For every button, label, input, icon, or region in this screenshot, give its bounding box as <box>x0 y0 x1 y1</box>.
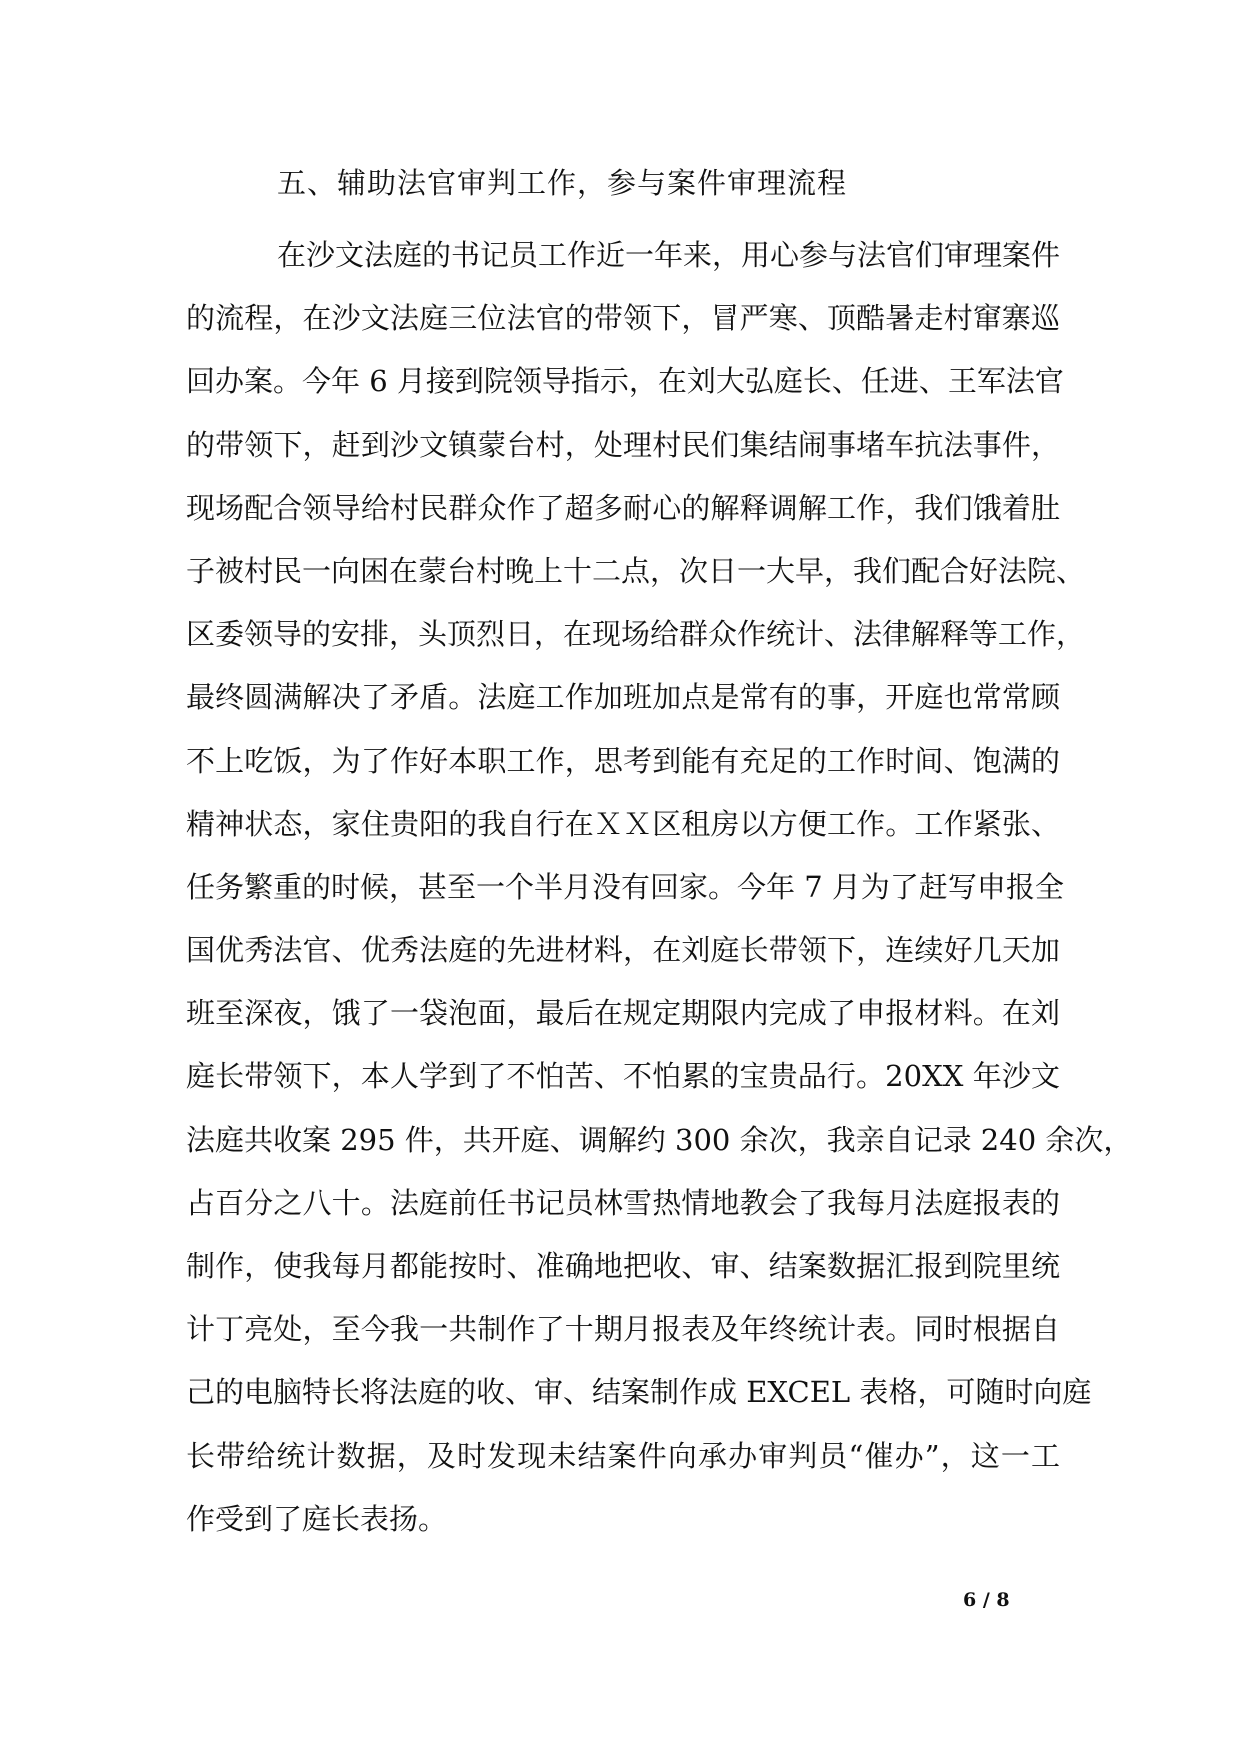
section-heading: 五、辅助法官审判工作，参与案件审理流程 <box>277 166 848 200</box>
text-line: 作受到了庭长表扬。 <box>186 1501 448 1536</box>
page-number: 6 / 8 <box>963 1589 1010 1611</box>
text-line: 制作，使我每月都能按时、准确地把收、审、结案数据汇报到院里统 <box>186 1249 1060 1283</box>
text-line: 不上吃饭，为了作好本职工作，思考到能有充足的工作时间、饱满的 <box>186 743 1060 778</box>
text-line: 精神状态，家住贵阳的我自行在ＸＸ区租房以方便工作。工作紧张、 <box>186 806 1060 841</box>
text-line: 长带给统计数据，及时发现未结案件向承办审判员“催办”，这一工 <box>186 1438 1060 1473</box>
body-paragraph <box>186 224 1133 1551</box>
text-line: 国优秀法官、优秀法庭的先进材料，在刘庭长带领下，连续好几天加 <box>186 933 1060 968</box>
text-line: 回办案。今年 6 月接到院领导指示，在刘大弘庭长、任进、王军法官 <box>186 364 1064 399</box>
text-line: 现场配合领导给村民群众作了超多耐心的解释调解工作，我们饿着肚 <box>186 490 1060 525</box>
text-line: 班至深夜，饿了一袋泡面，最后在规定期限内完成了申报材料。在刘 <box>186 996 1060 1031</box>
text-line: 子被村民一向困在蒙台村晚上十二点，次日一大早，我们配合好法院、 <box>186 553 1086 588</box>
text-line: 己的电脑特长将法庭的收、审、结案制作成 EXCEL 表格，可随时向庭 <box>186 1375 1092 1410</box>
text-line: 的带领下，赶到沙文镇蒙台村，处理村民们集结闹事堵车抗法事件， <box>186 427 1060 462</box>
text-line: 任务繁重的时候，甚至一个半月没有回家。今年 7 月为了赶写申报全 <box>186 869 1064 904</box>
text-line: 占百分之八十。法庭前任书记员林雪热情地教会了我每月法庭报表的 <box>186 1185 1060 1220</box>
text-line: 计丁亮处，至今我一共制作了十期月报表及年终统计表。同时根据自 <box>186 1312 1060 1347</box>
text-line: 最终圆满解决了矛盾。法庭工作加班加点是常有的事，开庭也常常顾 <box>186 680 1060 715</box>
text-line: 在沙文法庭的书记员工作近一年来，用心参与法官们审理案件 <box>277 238 1061 272</box>
text-line: 的流程，在沙文法庭三位法官的带领下，冒严寒、顶酷暑走村窜寨巡 <box>186 301 1060 336</box>
text-line: 庭长带领下，本人学到了不怕苦、不怕累的宝贵品行。20XX 年沙文 <box>186 1059 1060 1094</box>
text-line: 法庭共收案 295 件，共开庭、调解约 300 余次，我亲自记录 240 余次， <box>186 1122 1133 1157</box>
text-line: 区委领导的安排，头顶烈日，在现场给群众作统计、法律解释等工作， <box>186 617 1086 652</box>
